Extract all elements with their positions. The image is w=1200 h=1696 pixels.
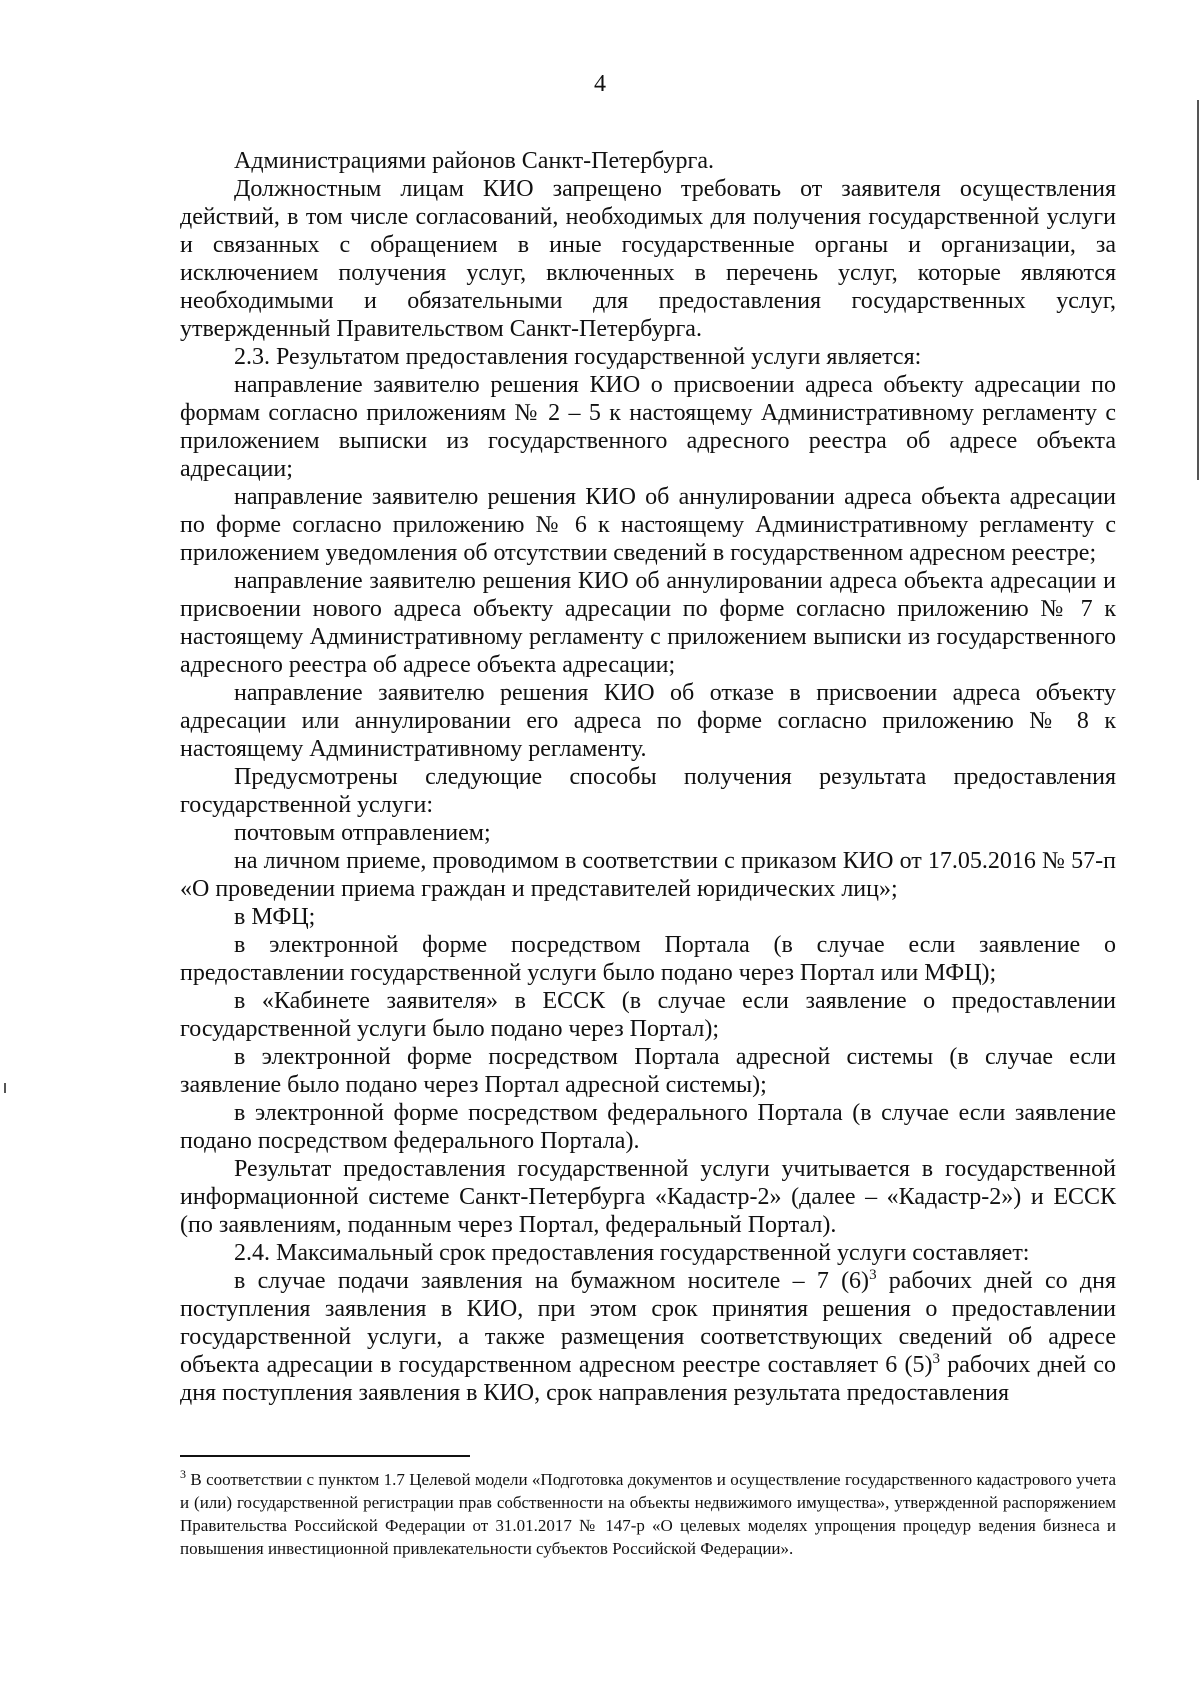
paragraph: Должностным лицам КИО запрещено требовать от заявителя осуществления действий, в том числе согласований, необходимых для получения государственной услуги и связанных с обращением в иные государственные органы и организации, за исключением получения услуг, включенных в перечень услуг, которые являются необходимыми и обязательными для предоставления государственных услуг, утвержденный Правительством Санкт-Петербурга. bbox=[180, 176, 1116, 342]
list-item: направление заявителю решения КИО о присвоении адреса объекту адресации по формам согласно приложениям № 2 – 5 к настоящему Административному регламенту с приложением выписки из государственного адресного реестра об адресе объекта адресации; bbox=[180, 372, 1116, 482]
footnote-reference: 3 bbox=[869, 1267, 877, 1283]
scan-edge-line bbox=[1197, 100, 1199, 480]
document-body bbox=[180, 147, 1116, 1407]
paragraph: Результат предоставления государственной услуги учитывается в государственной информационной системе Санкт-Петербурга «Кадастр-2» (далее – «Кадастр-2») и ЕССК (по заявлениям, поданным через Портал, федеральный Портал). bbox=[180, 1156, 1116, 1238]
paragraph: Администрациями районов Санкт-Петербурга. bbox=[234, 148, 715, 174]
list-item: направление заявителю решения КИО об отказе в присвоении адреса объекту адресации или аннулировании его адреса по форме согласно приложению № 8 к настоящему Административному регламенту. bbox=[180, 680, 1116, 762]
list-item: на личном приеме, проводимом в соответствии с приказом КИО от 17.05.2016 № 57-п «О проведении приема граждан и представителей юридических лиц»; bbox=[180, 848, 1116, 902]
section-heading-2-3: 2.3. Результатом предоставления государственной услуги является: bbox=[234, 344, 922, 370]
footnote bbox=[180, 1468, 1116, 1560]
footnote-marker: 3 bbox=[180, 1467, 186, 1481]
list-item: почтовым отправлением; bbox=[234, 820, 491, 846]
list-item: направление заявителю решения КИО об аннулировании адреса объекта адресации по форме согласно приложению № 6 к настоящему Административному регламенту с приложением уведомления об отсутствии сведений в государственном адресном реестре; bbox=[180, 484, 1116, 566]
list-item: в электронной форме посредством Портала адресной системы (в случае если заявление было подано через Портал адресной системы); bbox=[180, 1044, 1116, 1098]
text-run: рабочих дней со дня поступления заявления в КИО, при этом срок принятия решения о предоставлении государственной услуги, а также размещения соответствующих сведений об адресе объекта адресации в государственном адресном реестре составляет 6 (5) bbox=[180, 1268, 1116, 1378]
paragraph: Предусмотрены следующие способы получения результата предоставления государственной услуги: bbox=[180, 764, 1116, 818]
footnote-separator bbox=[180, 1455, 470, 1457]
list-item: в МФЦ; bbox=[234, 904, 316, 930]
paragraph-with-footnote-refs bbox=[180, 1267, 1116, 1407]
scan-edge-mark bbox=[4, 1083, 6, 1093]
footnote-reference: 3 bbox=[932, 1351, 940, 1367]
text-run: рабочих дней со дня поступления заявления в КИО, срок направления результата предоставления bbox=[180, 1352, 1117, 1406]
list-item: в электронной форме посредством Портала (в случае если заявление о предоставлении государственной услуги было подано через Портал или МФЦ); bbox=[180, 932, 1116, 986]
list-item: в «Кабинете заявителя» в ЕССК (в случае если заявление о предоставлении государственной услуги было подано через Портал); bbox=[180, 988, 1116, 1042]
text-run: в случае подачи заявления на бумажном носителе – 7 (6) bbox=[234, 1268, 870, 1294]
list-item: направление заявителю решения КИО об аннулировании адреса объекта адресации и присвоении нового адреса объекту адресации по форме согласно приложению № 7 к настоящему Административному регламенту с приложением выписки из государственного адресного реестра об адресе объекта адресации; bbox=[180, 568, 1116, 678]
section-heading-2-4: 2.4. Максимальный срок предоставления государственной услуги составляет: bbox=[234, 1240, 1030, 1266]
page-number: 4 bbox=[594, 71, 606, 97]
list-item: в электронной форме посредством федерального Портала (в случае если заявление подано посредством федерального Портала). bbox=[180, 1100, 1116, 1154]
footnote-text: В соответствии с пунктом 1.7 Целевой модели «Подготовка документов и осуществление государственного кадастрового учета и (или) государственной регистрации прав собственности на объекты недвижимого имущества», утвержденной распоряжением Правительства Российской Федерации от 31.01.2017 № 147-р «О целевых моделях упрощения процедур ведения бизнеса и повышения инвестиционной привлекательности субъектов Российской Федерации». bbox=[180, 1470, 1116, 1558]
